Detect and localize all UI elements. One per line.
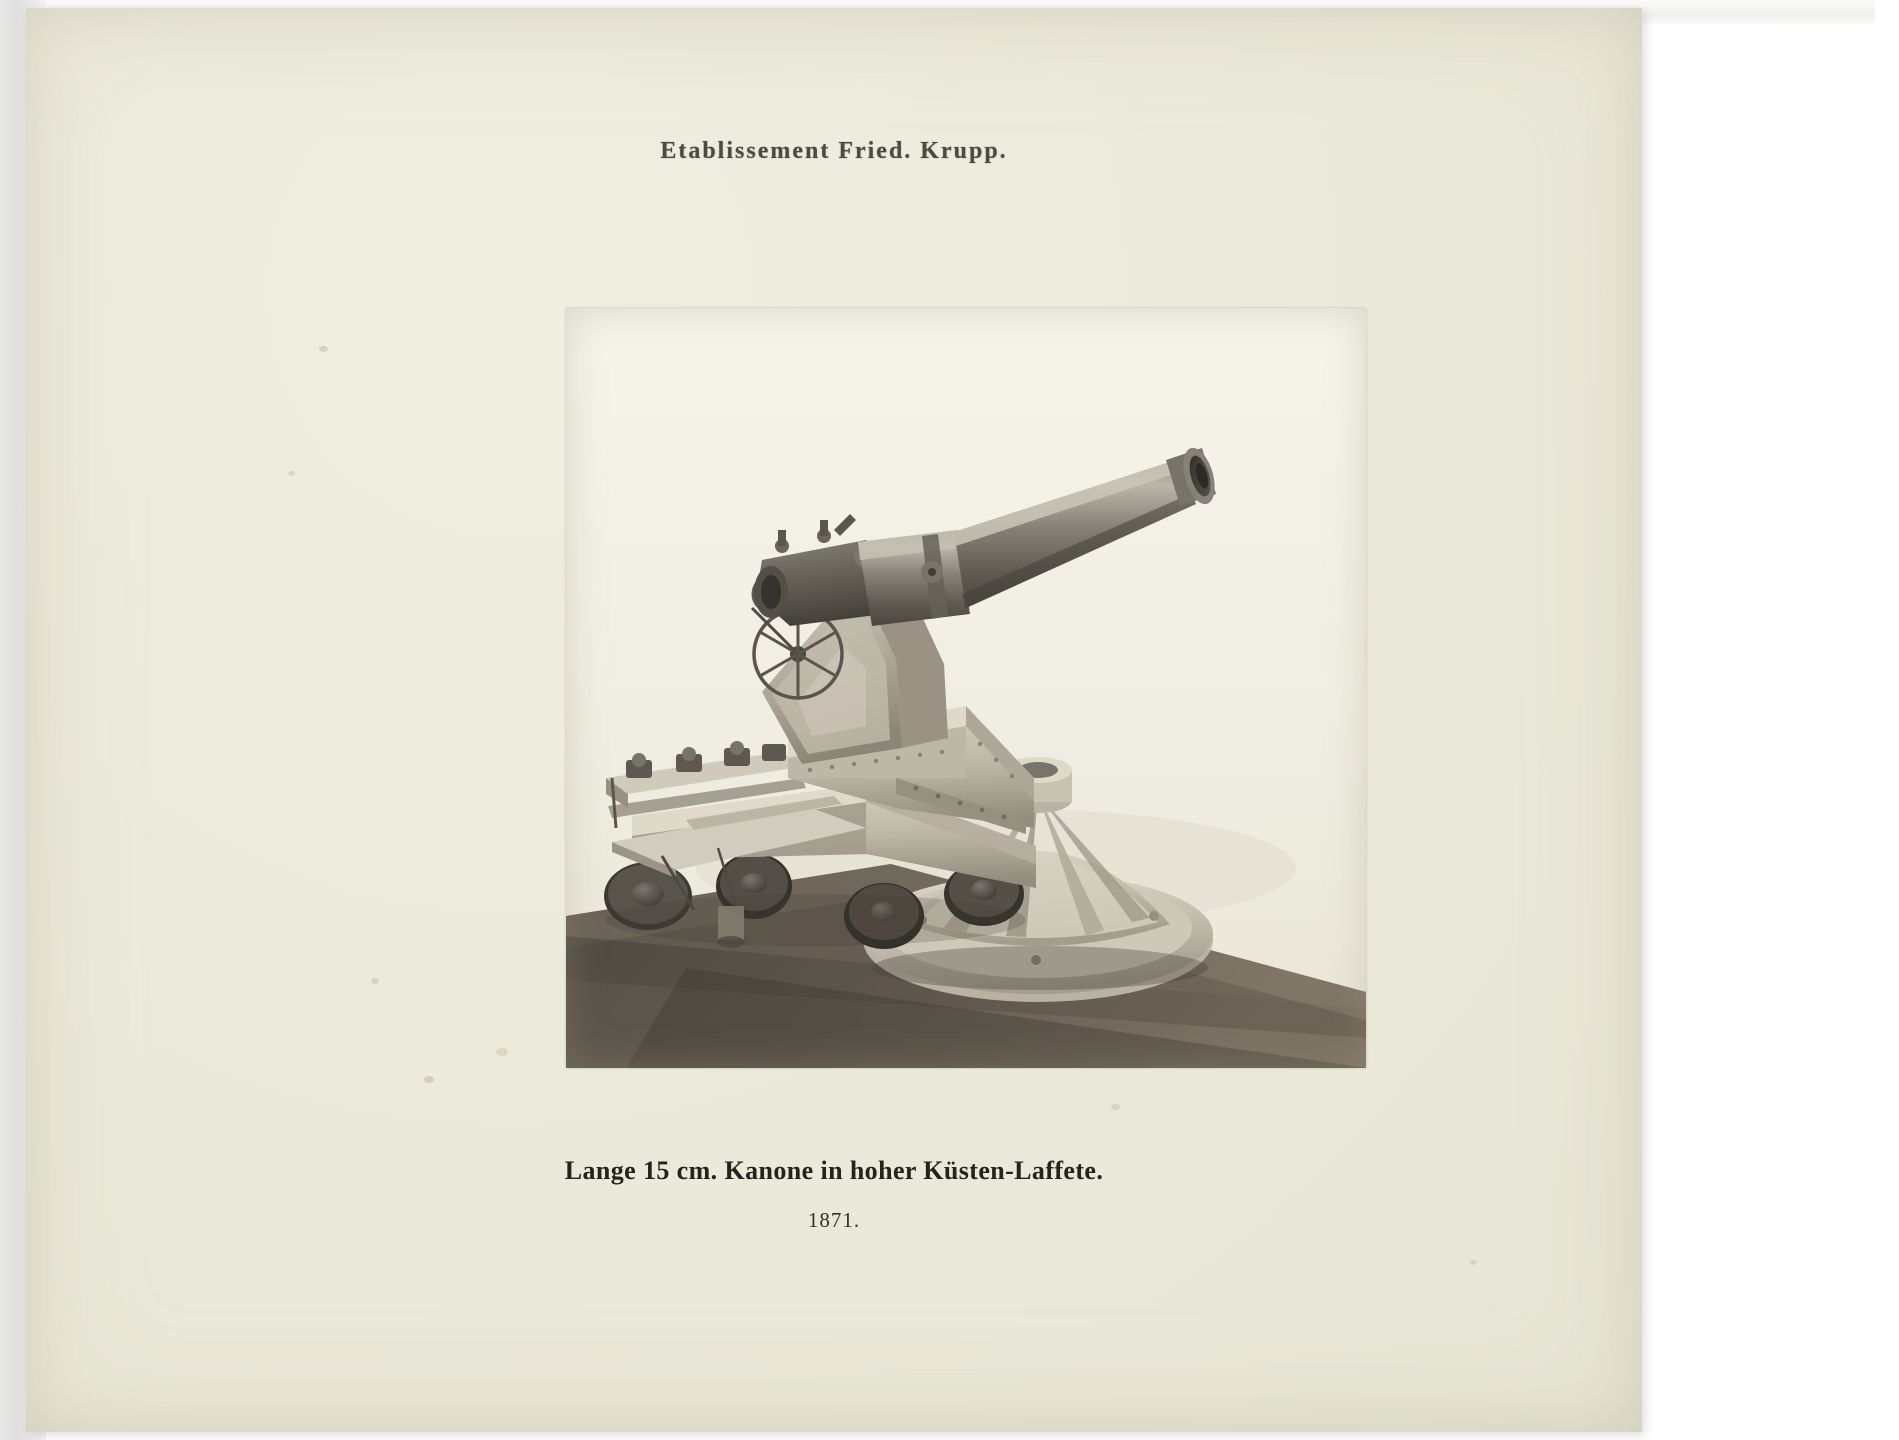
album-mount-board bbox=[26, 8, 1642, 1432]
page-heading: Etablissement Fried. Krupp. bbox=[660, 138, 1008, 164]
scan-edge-right bbox=[1875, 0, 1899, 1440]
photograph-caption: Lange 15 cm. Kanone in hoher Küsten-Laffete. bbox=[564, 1156, 1104, 1185]
gun-photograph-scene bbox=[566, 308, 1366, 1068]
photograph-print bbox=[566, 308, 1366, 1068]
photograph-year: 1871. bbox=[807, 1208, 861, 1232]
photograph-image bbox=[566, 308, 1366, 1068]
